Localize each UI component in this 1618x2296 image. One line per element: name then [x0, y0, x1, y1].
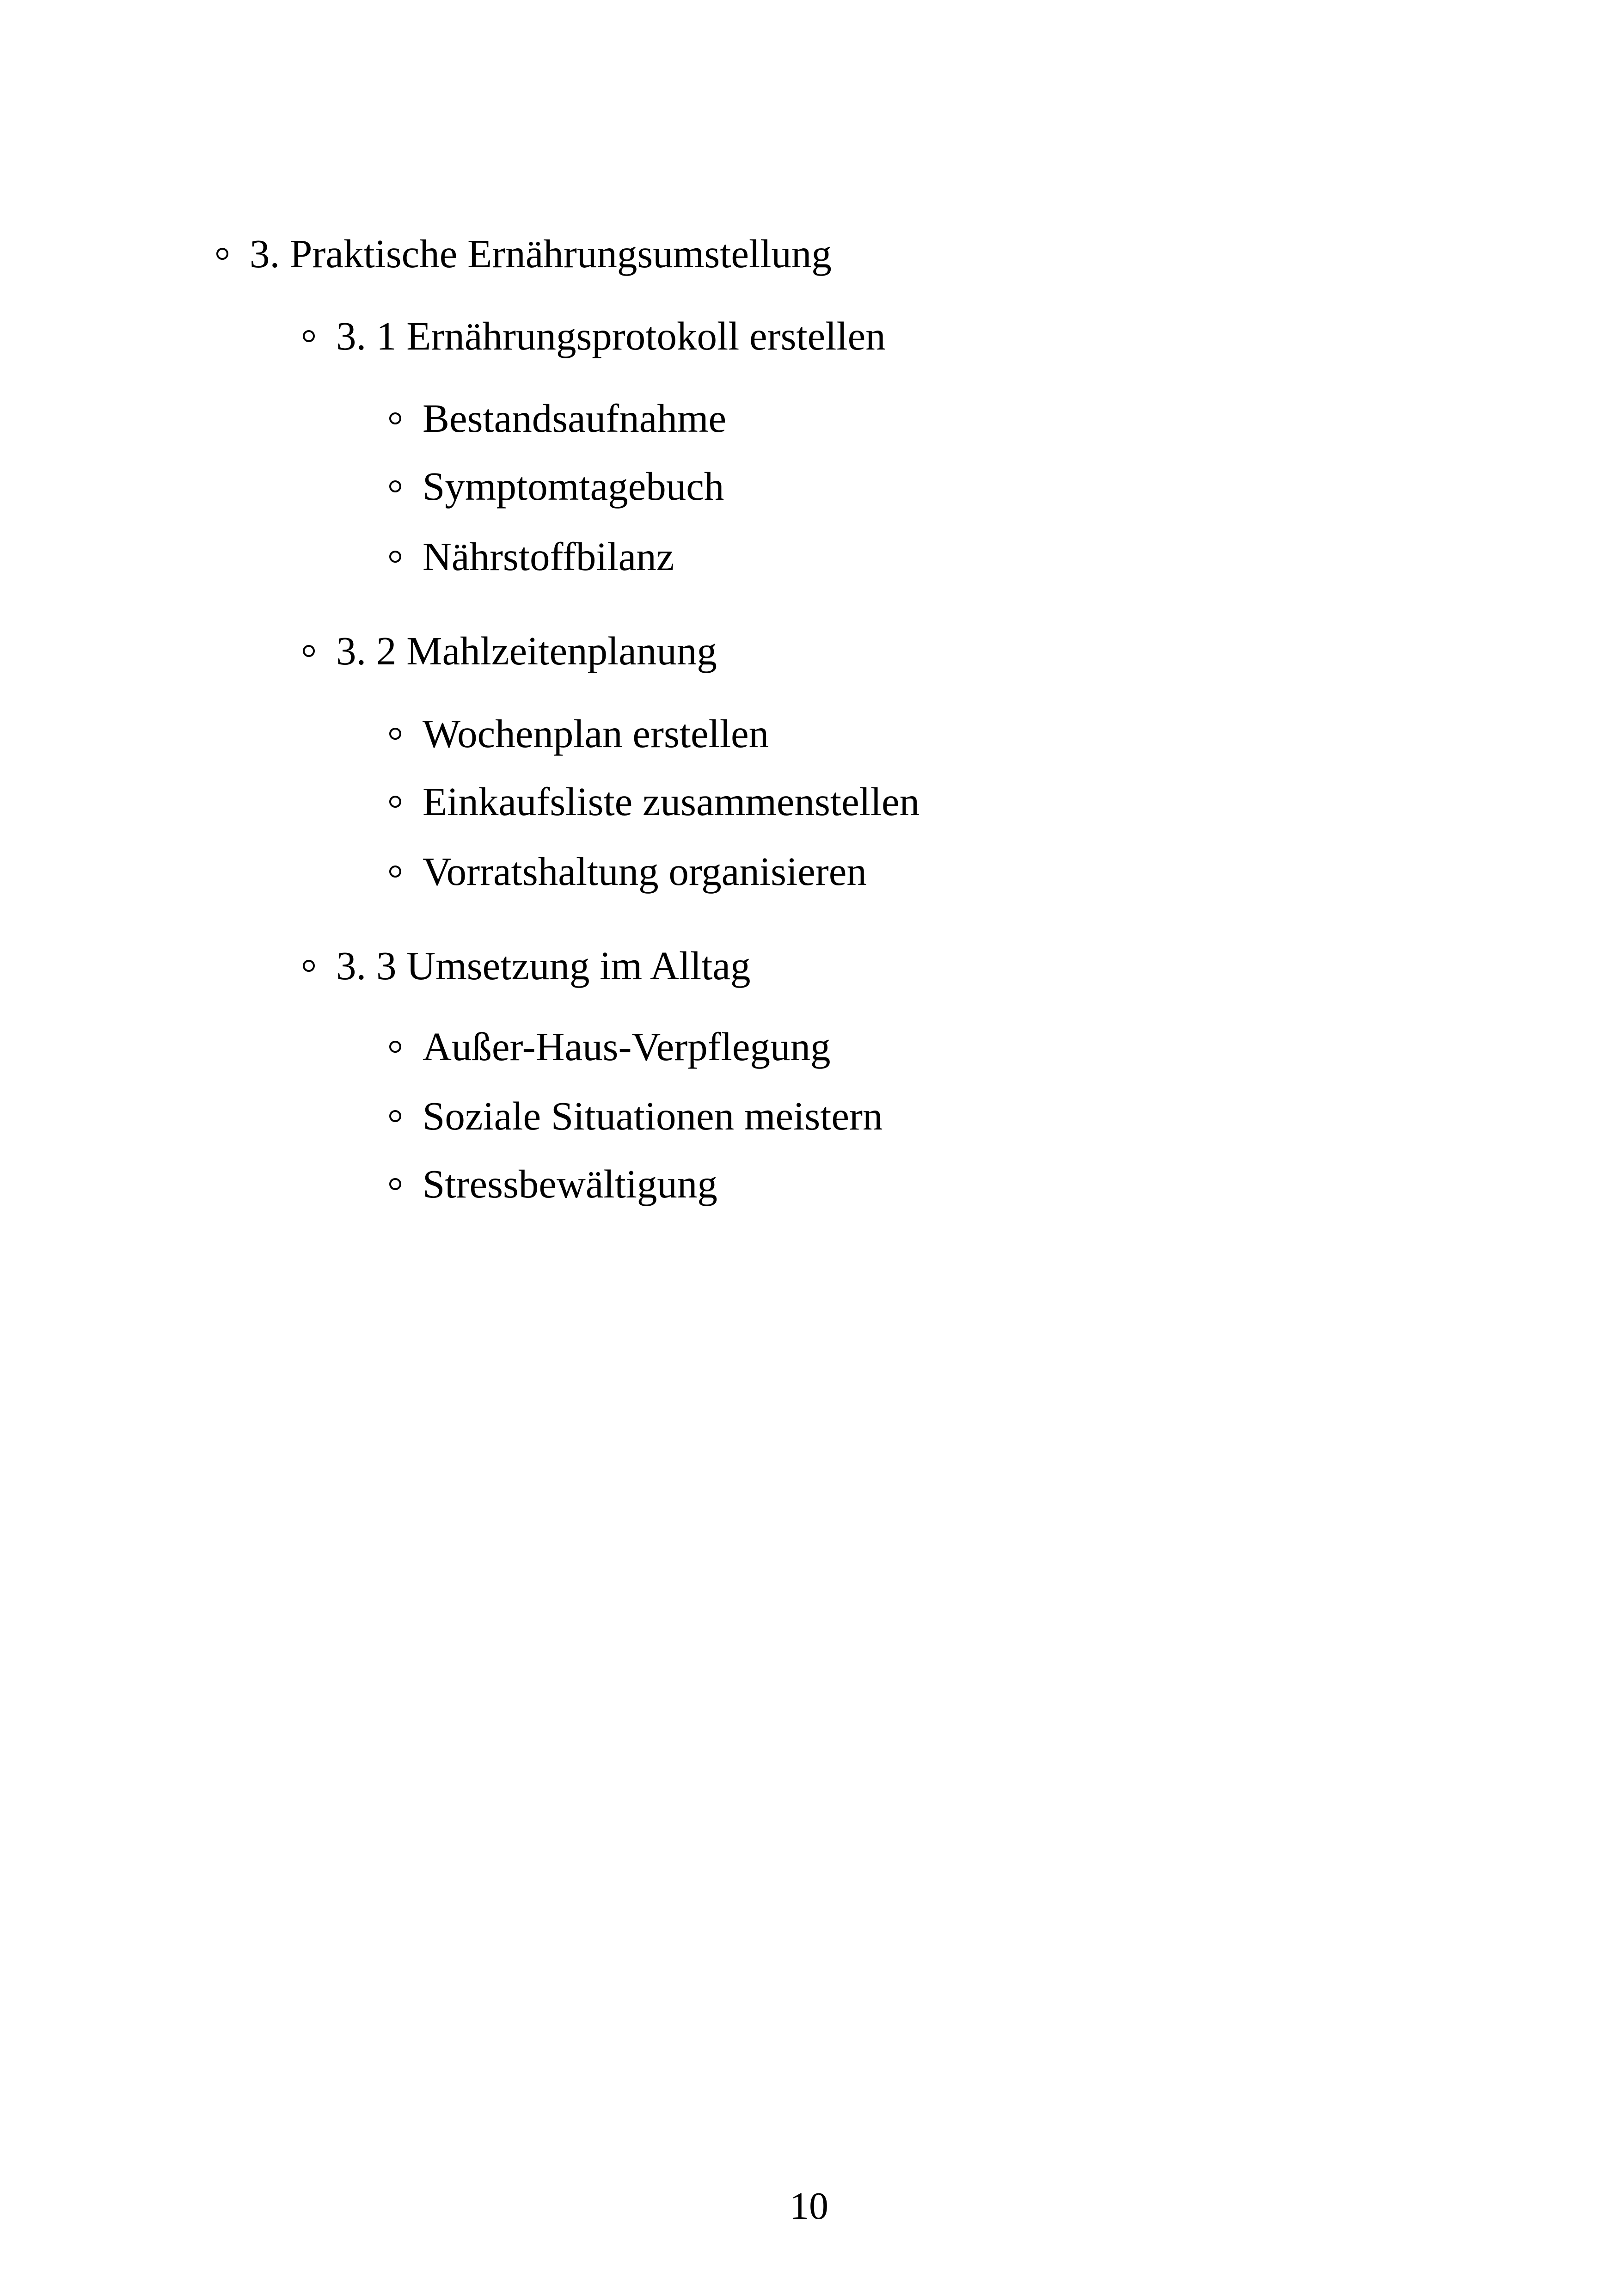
outline-section-3 [216, 233, 832, 274]
outline-item [389, 536, 674, 577]
outline-item-label: Nährstoffbilanz [423, 534, 674, 579]
hollow-circle-bullet-icon [389, 1178, 401, 1190]
subsection-heading: 3. 2 Mahlzeitenplanung [336, 628, 717, 673]
outline-item [389, 1093, 883, 1138]
outline-item-label: Wochenplan erstellen [423, 711, 769, 756]
hollow-circle-bullet-icon [389, 1110, 401, 1122]
hollow-circle-bullet-icon [389, 728, 401, 740]
outline-subsection-3-3 [303, 945, 751, 986]
hollow-circle-bullet-icon [389, 1041, 401, 1053]
outline-subsection-3-1 [303, 313, 886, 358]
outline-item [389, 781, 919, 822]
subsection-heading: 3. 1 Ernährungsprotokoll erstellen [336, 313, 886, 358]
outline-item-label: Außer-Haus-Verpflegung [423, 1024, 831, 1069]
outline-item [389, 464, 724, 509]
hollow-circle-bullet-icon [389, 480, 401, 492]
outline-item-label: Stressbewältigung [423, 1161, 717, 1206]
hollow-circle-bullet-icon [389, 866, 401, 878]
section-heading: 3. Praktische Ernährungsumstellung [250, 231, 832, 276]
outline-item [389, 713, 769, 754]
hollow-circle-bullet-icon [303, 330, 315, 342]
hollow-circle-bullet-icon [389, 412, 401, 424]
outline-item [389, 1026, 830, 1067]
outline-item-label: Vorratshaltung organisieren [423, 849, 867, 894]
hollow-circle-bullet-icon [216, 248, 228, 260]
outline-subsection-3-2 [303, 628, 717, 673]
outline-item [389, 849, 867, 894]
hollow-circle-bullet-icon [389, 796, 401, 808]
outline-item [389, 1161, 717, 1206]
subsection-heading: 3. 3 Umsetzung im Alltag [336, 943, 751, 988]
hollow-circle-bullet-icon [303, 960, 315, 972]
outline-item [389, 396, 727, 441]
hollow-circle-bullet-icon [303, 645, 315, 657]
outline-item-label: Symptomtagebuch [423, 464, 724, 509]
page-number: 10 [790, 2185, 828, 2228]
outline-item-label: Soziale Situationen meistern [423, 1093, 883, 1138]
outline-item-label: Einkaufsliste zusammenstellen [423, 779, 920, 824]
hollow-circle-bullet-icon [389, 551, 401, 563]
outline-item-label: Bestandsaufnahme [423, 396, 727, 441]
